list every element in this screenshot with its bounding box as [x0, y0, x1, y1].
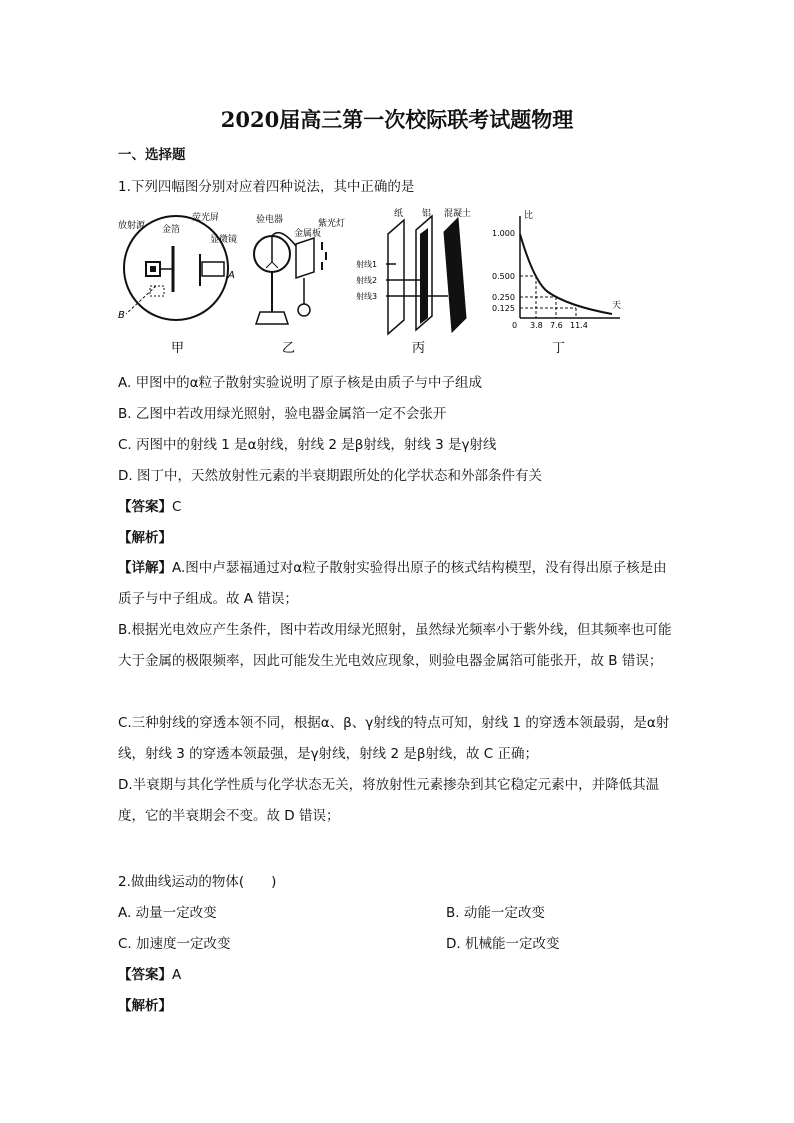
caption-yi: 乙: [282, 341, 296, 356]
paper-sheet: [388, 220, 404, 334]
answer-tag: 【答案】: [118, 499, 172, 515]
q2-option-c: C. 加速度一定改变: [118, 936, 231, 952]
q2-option-b: B. 动能一定改变: [446, 905, 545, 921]
caption-bing: 丙: [412, 341, 426, 356]
aluminum-fill: [420, 228, 428, 324]
q2-answer: [118, 966, 181, 984]
detail-tag: 【详解】: [118, 560, 172, 576]
ytick-1000: 1.000: [492, 229, 515, 238]
q2-option-d: D. 机械能一定改变: [446, 936, 560, 952]
q1-answer: [118, 498, 181, 516]
q1-detail-a: [118, 553, 678, 615]
metal-plate: [296, 238, 314, 278]
section-heading: 一、选择题: [118, 147, 186, 163]
label-metal-plate: 金属板: [294, 229, 322, 239]
q1-analysis-tag: 【解析】: [118, 530, 172, 546]
label-ray-2: 射线2: [356, 276, 378, 285]
label-foil: 金箔: [162, 225, 181, 235]
xtick-76: 7.6: [550, 321, 563, 330]
caption-jia: 甲: [171, 341, 185, 356]
b-path: [126, 286, 156, 314]
answer-value: C: [172, 499, 182, 515]
page-title: 2020届高三第一次校际联考试题物理: [220, 107, 574, 132]
label-electroscope: 验电器: [256, 215, 284, 225]
label-screen: 荧光屏: [192, 213, 220, 223]
xtick-114: 11.4: [570, 321, 588, 330]
figure-bing: [356, 206, 476, 358]
microscope: [202, 262, 224, 276]
leaf-right: [272, 262, 278, 268]
plate-foot: [298, 304, 310, 316]
q2-option-a: A. 动量一定改变: [118, 905, 217, 921]
q1-detail-b: B.根据光电效应产生条件，图中若改用绿光照射，虽然绿光频率小于紫外线，但其频率也可能大于金属的极限频率，因此可能发生光电效应现象，则验电器金属箔可能张开，故 B 错误；: [118, 622, 672, 669]
label-concrete: 混凝土: [444, 209, 472, 219]
x-label: 天: [612, 301, 622, 311]
label-source: 放射源: [118, 221, 146, 231]
q2-stem: 2.做曲线运动的物体( ): [118, 874, 277, 890]
q1-detail-d: D.半衰期与其化学性质与化学状态无关，将放射性元素掺杂到其它稳定元素中，并降低其温度，它的半衰期会不变。故 D 错误；: [118, 777, 660, 824]
label-microscope: 显微镜: [210, 235, 238, 245]
figure-yi: [250, 206, 350, 358]
concrete-block: [444, 218, 466, 332]
q1-detail-c: C.三种射线的穿透本领不同，根据α、β、γ射线的特点可知，射线 1 的穿透本领最弱，是α射线，射线 3 的穿透本领最强，是γ射线，射线 2 是β射线，故 C 正确；: [118, 715, 670, 762]
label-aluminum: 铝: [422, 209, 432, 219]
ytick-0: 0: [512, 321, 518, 330]
figure-ding: [490, 206, 640, 358]
leaf-left: [266, 262, 272, 268]
answer-tag: 【答案】: [118, 967, 172, 983]
decay-curve: [520, 234, 612, 314]
label-ray-1: 射线1: [356, 260, 378, 269]
label-ray-3: 射线3: [356, 292, 378, 301]
b-screen: [150, 286, 164, 296]
q2-analysis-tag: 【解析】: [118, 998, 172, 1014]
q1-option-c: C. 丙图中的射线 1 是α射线，射线 2 是β射线，射线 3 是γ射线: [118, 437, 497, 453]
ytick-0250: 0.250: [492, 293, 515, 302]
label-paper: 纸: [394, 209, 404, 219]
detail-a-text: A.图中卢瑟福通过对α粒子散射实验得出原子的核式结构模型，没有得出原子核是由质子与中子组成。故 A 错误；: [118, 560, 667, 607]
q1-stem: 1.下列四幅图分别对应着四种说法，其中正确的是: [118, 179, 415, 195]
stand-base: [256, 312, 288, 324]
caption-ding: 丁: [552, 341, 566, 356]
q1-option-a: A. 甲图中的α粒子散射实验说明了原子核是由质子与中子组成: [118, 375, 482, 391]
label-b: B: [118, 310, 125, 321]
source-core: [150, 266, 156, 272]
q1-option-d: D. 图丁中，天然放射性元素的半衰期跟所处的化学状态和外部条件有关: [118, 468, 542, 484]
figure-jia: [116, 206, 246, 358]
answer-value: A: [172, 967, 182, 983]
ytick-0500: 0.500: [492, 272, 515, 281]
label-a: A: [228, 270, 235, 281]
q1-option-b: B. 乙图中若改用绿光照射，验电器金属箔一定不会张开: [118, 406, 447, 422]
ytick-0125: 0.125: [492, 304, 515, 313]
y-label: 比: [524, 211, 534, 221]
label-uv-lamp: 紫光灯: [318, 219, 346, 229]
xtick-38: 3.8: [530, 321, 543, 330]
